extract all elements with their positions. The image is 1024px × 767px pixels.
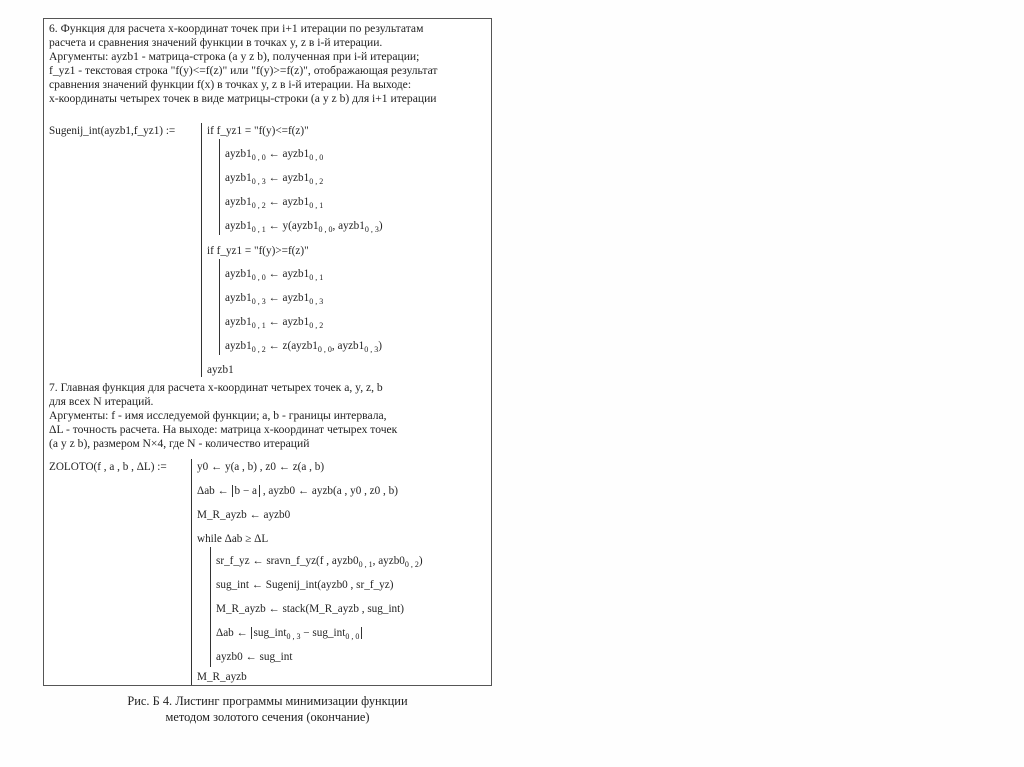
return-value: ayzb1 <box>207 364 234 376</box>
assignment-line: Δab ← b − a , ayzb0 ← ayzb(a , y0 , z0 , b) <box>197 485 398 497</box>
assignment-line: ayzb0 ← sug_int <box>216 651 293 663</box>
text-line: сравнения значений функции f(x) в точках y, z в i-й итерации. На выходе: <box>49 78 412 92</box>
caption-line: Рис. Б 4. Листинг программы минимизации функции <box>127 694 408 708</box>
if-condition-2: if f_yz1 = "f(y)>=f(z)" <box>207 245 309 257</box>
text-line: ΔL - точность расчета. На выходе: матрица x-координат четырех точек <box>49 423 398 437</box>
assignment-line: $ayzb1_{0 , 0}$ ← $ayzb1_{0 , 1}$ <box>225 268 324 282</box>
assignment-line: Δab ← sug_int$_{0 , 3}$ − sug_int$_{0 , 0}$ <box>216 627 362 641</box>
assignment-line: $ayzb1_{0 , 1}$ ← $y(ayzb1_{0 , 0}$, $ayzb1_{0 , 3}$) <box>225 220 383 234</box>
assignment-line: $ayzb1_{0 , 2}$ ← $z(ayzb1_{0 , 0}$, $ayzb1_{0 , 3}$) <box>225 340 382 354</box>
assignment-line: $ayzb1_{0 , 2}$ ← $ayzb1_{0 , 1}$ <box>225 196 324 210</box>
figure-caption <box>43 694 492 725</box>
while-condition: while Δab ≥ ΔL <box>197 533 269 545</box>
text-line: расчета и сравнения значений функции в точках y, z в i-й итерации. <box>49 36 383 50</box>
text-line: f_yz1 - текстовая строка "f(y)<=f(z)" или "f(y)>=f(z)", отображающая результат <box>49 64 438 78</box>
program-bar <box>201 123 202 377</box>
section-7-description <box>49 381 489 451</box>
assignment-line: sug_int ← Sugenij_int(ayzb0 , sr_f_yz) <box>216 579 394 591</box>
zoloto-definition: ZOLOTO(f , a , b , ΔL) := <box>49 461 167 473</box>
assignment-line: $ayzb1_{0 , 3}$ ← $ayzb1_{0 , 2}$ <box>225 172 324 186</box>
assignment-line: y0 ← y(a , b) , z0 ← z(a , b) <box>197 461 325 473</box>
assignment-line: $ayzb1_{0 , 1}$ ← $ayzb1_{0 , 2}$ <box>225 316 324 330</box>
text-line: x-координаты четырех точек в виде матрицы-строки (a y z b) для i+1 итерации <box>49 92 437 106</box>
caption-line: методом золотого сечения (окончание) <box>165 709 370 724</box>
program-listing <box>43 18 492 686</box>
program-bar <box>191 459 192 685</box>
assignment-line: sr_f_yz ← sravn_f_yz(f , $ayzb0_{0 , 1}$, $ayzb0_{0 , 2}$) <box>216 555 423 569</box>
assignment-line: $ayzb1_{0 , 3}$ ← $ayzb1_{0 , 3}$ <box>225 292 324 306</box>
if-block-bar <box>219 259 220 355</box>
assignment-line: $ayzb1_{0 , 0}$ ← $ayzb1_{0 , 0}$ <box>225 148 324 162</box>
text-line: 7. Главная функция для расчета x-координат четырех точек a, y, z, b <box>49 381 383 394</box>
text-line: 6. Функция для расчета x-координат точек при i+1 итерации по результатам <box>49 22 424 35</box>
return-value: M_R_ayzb <box>197 671 247 683</box>
while-block-bar <box>210 547 211 667</box>
text-line: Аргументы: f - имя исследуемой функции; a, b - границы интервала, <box>49 409 387 423</box>
if-block-bar <box>219 139 220 235</box>
assignment-line: M_R_ayzb ← ayzb0 <box>197 509 291 521</box>
sugenij-int-definition: Sugenij_int(ayzb1,f_yz1) := <box>49 125 176 137</box>
section-6-description <box>49 22 489 107</box>
text-line: (a y z b), размером N×4, где N - количество итераций <box>49 437 310 451</box>
assignment-line: M_R_ayzb ← stack(M_R_ayzb , sug_int) <box>216 603 404 615</box>
text-line: для всех N итераций. <box>49 395 154 409</box>
if-condition-1: if f_yz1 = "f(y)<=f(z)" <box>207 125 309 137</box>
text-line: Аргументы: ayzb1 - матрица-строка (a y z b), полученная при i-й итерации; <box>49 50 420 64</box>
